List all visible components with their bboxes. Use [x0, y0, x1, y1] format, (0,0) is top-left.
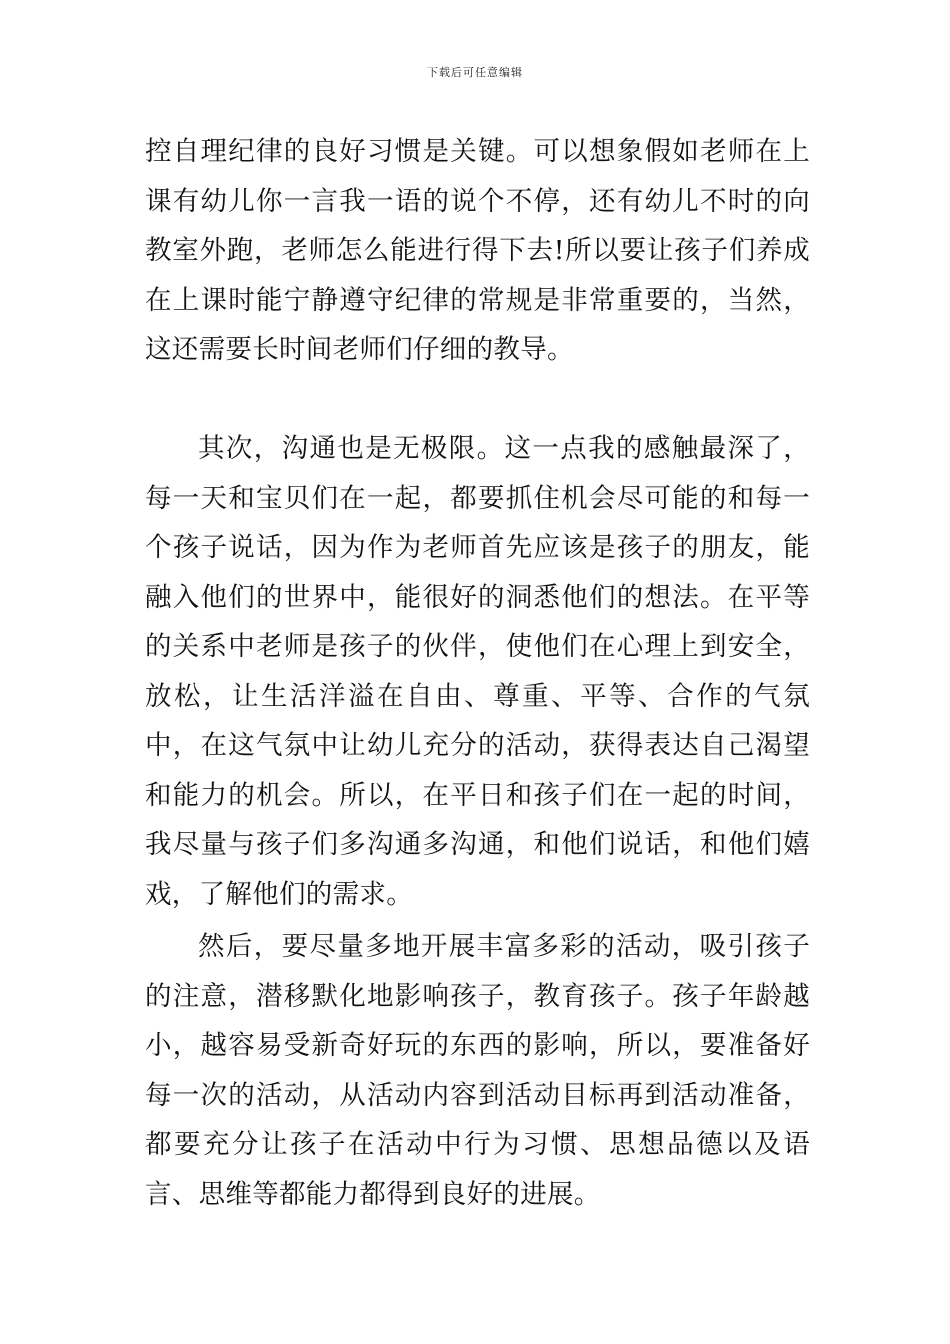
header-note: 下载后可任意编辑	[427, 66, 523, 79]
paragraph-3: 然后，要尽量多地开展丰富多彩的活动，吸引孩子的注意，潜移默化地影响孩子，教育孩子。孩子年龄越小，越容易受新奇好玩的东西的影响，所以，要准备好每一次的活动，从活动内容到活动目标再到活动准备，都要充分让孩子在活动中行为习惯、思想品德以及语言、思维等都能力都得到良好的进展。	[145, 931, 810, 1210]
paragraph-2: 其次，沟通也是无极限。这一点我的感触最深了，每一天和宝贝们在一起，都要抓住机会尽可能的和每一个孩子说话，因为作为老师首先应该是孩子的朋友，能融入他们的世界中，能很好的洞悉他们的想法。在平等的关系中老师是孩子的伙伴，使他们在心理上到安全，放松，让生活洋溢在自由、尊重、平等、合作的气氛中，在这气氛中让幼儿充分的活动，获得表达自己渴望和能力的机会。所以，在平日和孩子们在一起的时间，我尽量与孩子们多沟通多沟通，和他们说话，和他们嬉戏，了解他们的需求。	[145, 433, 810, 910]
paragraph-1: 控自理纪律的良好习惯是关键。可以想象假如老师在上课有幼儿你一言我一语的说个不停，还有幼儿不时的向教室外跑，老师怎么能进行得下去!所以要让孩子们养成在上课时能宁静遵守纪律的常规是非常重要的，当然，这还需要长时间老师们仔细的教导。	[145, 136, 810, 365]
